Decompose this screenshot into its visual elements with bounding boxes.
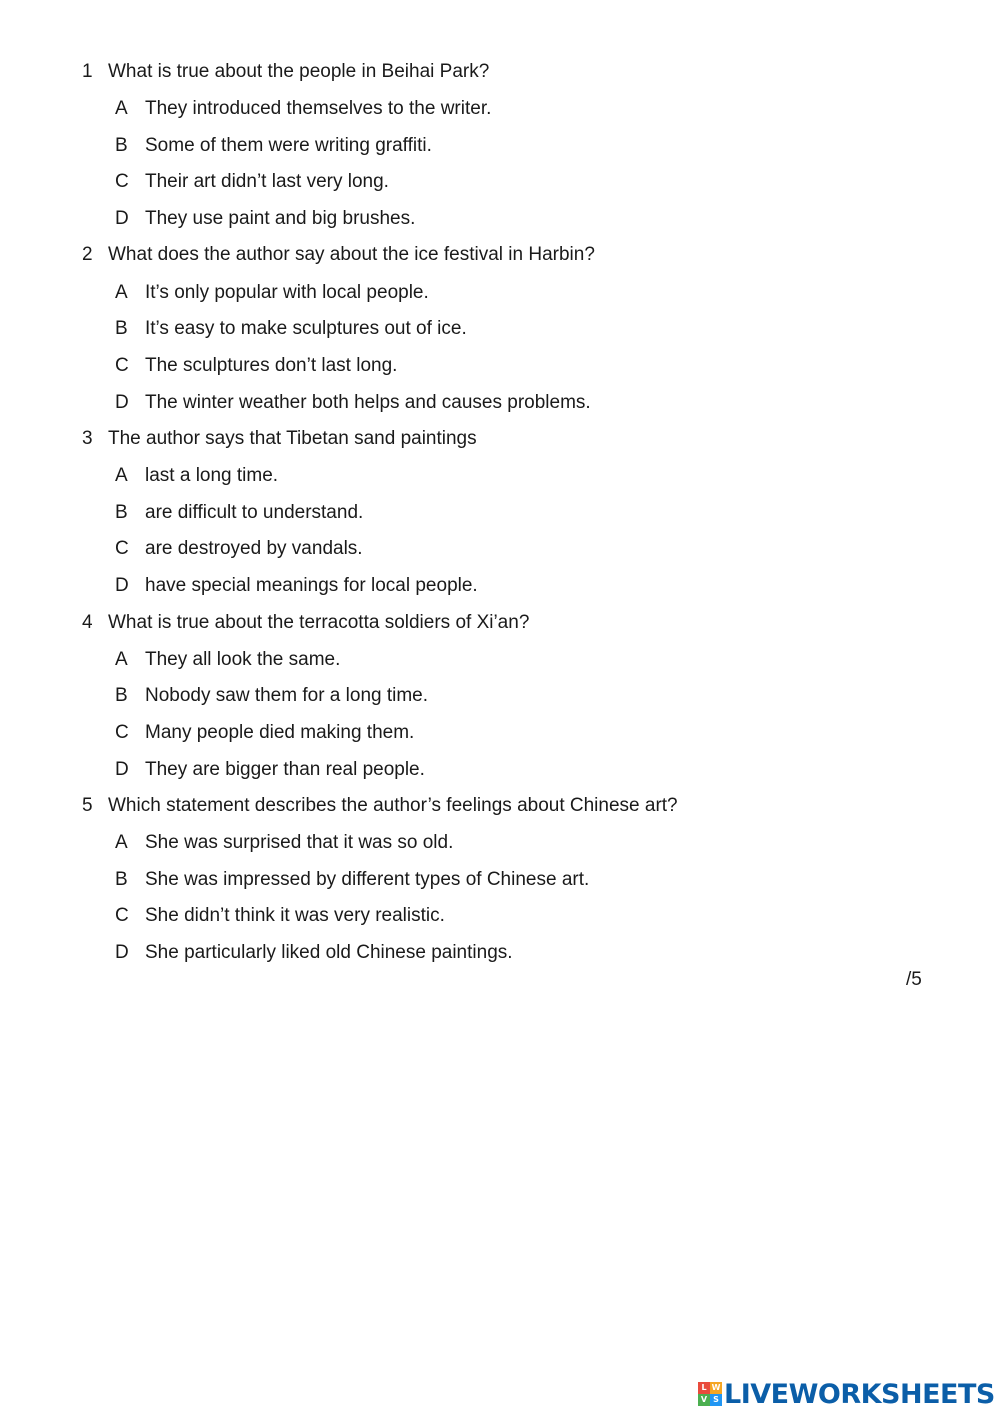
option-text: Their art didn’t last very long. — [145, 171, 389, 192]
option-text: The winter weather both helps and causes problems. — [145, 392, 591, 413]
logo-tile-w: W — [711, 1383, 721, 1392]
logo-tile-s: S — [710, 1394, 722, 1406]
option-text: Nobody saw them for a long time. — [145, 685, 429, 706]
option-letter: C — [115, 722, 129, 743]
option-text: are difficult to understand. — [145, 502, 364, 523]
question-number: 1 — [82, 61, 93, 82]
question-number: 2 — [82, 244, 93, 265]
option-letter: B — [115, 135, 128, 156]
option-text: Many people died making them. — [145, 722, 415, 743]
option-letter: A — [115, 649, 128, 670]
option-letter: B — [115, 685, 128, 706]
brand-name: LIVEWORKSHEETS — [724, 1378, 995, 1410]
logo-tile-l: L — [698, 1382, 710, 1394]
option-letter: A — [115, 465, 128, 486]
option-letter: D — [115, 942, 129, 963]
option-text: are destroyed by vandals. — [145, 538, 363, 559]
option-text: The sculptures don’t last long. — [145, 355, 398, 376]
option-letter: C — [115, 171, 129, 192]
option-text: She didn’t think it was very realistic. — [145, 905, 445, 926]
liveworksheets-icon — [698, 1382, 722, 1406]
option-letter: B — [115, 502, 128, 523]
option-text: last a long time. — [145, 465, 279, 486]
option-text: They all look the same. — [145, 649, 341, 670]
question-number: 4 — [82, 612, 93, 633]
option-letter: D — [115, 208, 129, 229]
question-number: 3 — [82, 428, 93, 449]
question-number: 5 — [82, 795, 93, 816]
question-text: What is true about the terracotta soldiers of Xi’an? — [108, 612, 530, 633]
option-text: They introduced themselves to the writer. — [145, 98, 492, 119]
option-letter: D — [115, 392, 129, 413]
option-letter: D — [115, 575, 129, 596]
option-letter: B — [115, 869, 128, 890]
option-text: She particularly liked old Chinese paintings. — [145, 942, 513, 963]
question-text: What does the author say about the ice festival in Harbin? — [108, 244, 595, 265]
option-letter: D — [115, 759, 129, 780]
option-letter: A — [115, 282, 128, 303]
option-text: Some of them were writing graffiti. — [145, 135, 432, 156]
option-text: She was surprised that it was so old. — [145, 832, 454, 853]
question-text: What is true about the people in Beihai Park? — [108, 61, 490, 82]
option-letter: C — [115, 538, 129, 559]
option-text: It’s only popular with local people. — [145, 282, 429, 303]
option-text: have special meanings for local people. — [145, 575, 478, 596]
logo-tile-v: V — [698, 1394, 710, 1406]
option-text: She was impressed by different types of Chinese art. — [145, 869, 590, 890]
option-letter: C — [115, 905, 129, 926]
option-text: It’s easy to make sculptures out of ice. — [145, 318, 467, 339]
option-letter: C — [115, 355, 129, 376]
option-letter: A — [115, 832, 128, 853]
question-text: The author says that Tibetan sand paintings — [108, 428, 477, 449]
score-label: /5 — [906, 969, 922, 990]
option-letter: B — [115, 318, 128, 339]
question-text: Which statement describes the author’s feelings about Chinese art? — [108, 795, 678, 816]
option-letter: A — [115, 98, 128, 119]
option-text: They use paint and big brushes. — [145, 208, 416, 229]
option-text: They are bigger than real people. — [145, 759, 425, 780]
liveworksheets-logo — [698, 1378, 995, 1410]
